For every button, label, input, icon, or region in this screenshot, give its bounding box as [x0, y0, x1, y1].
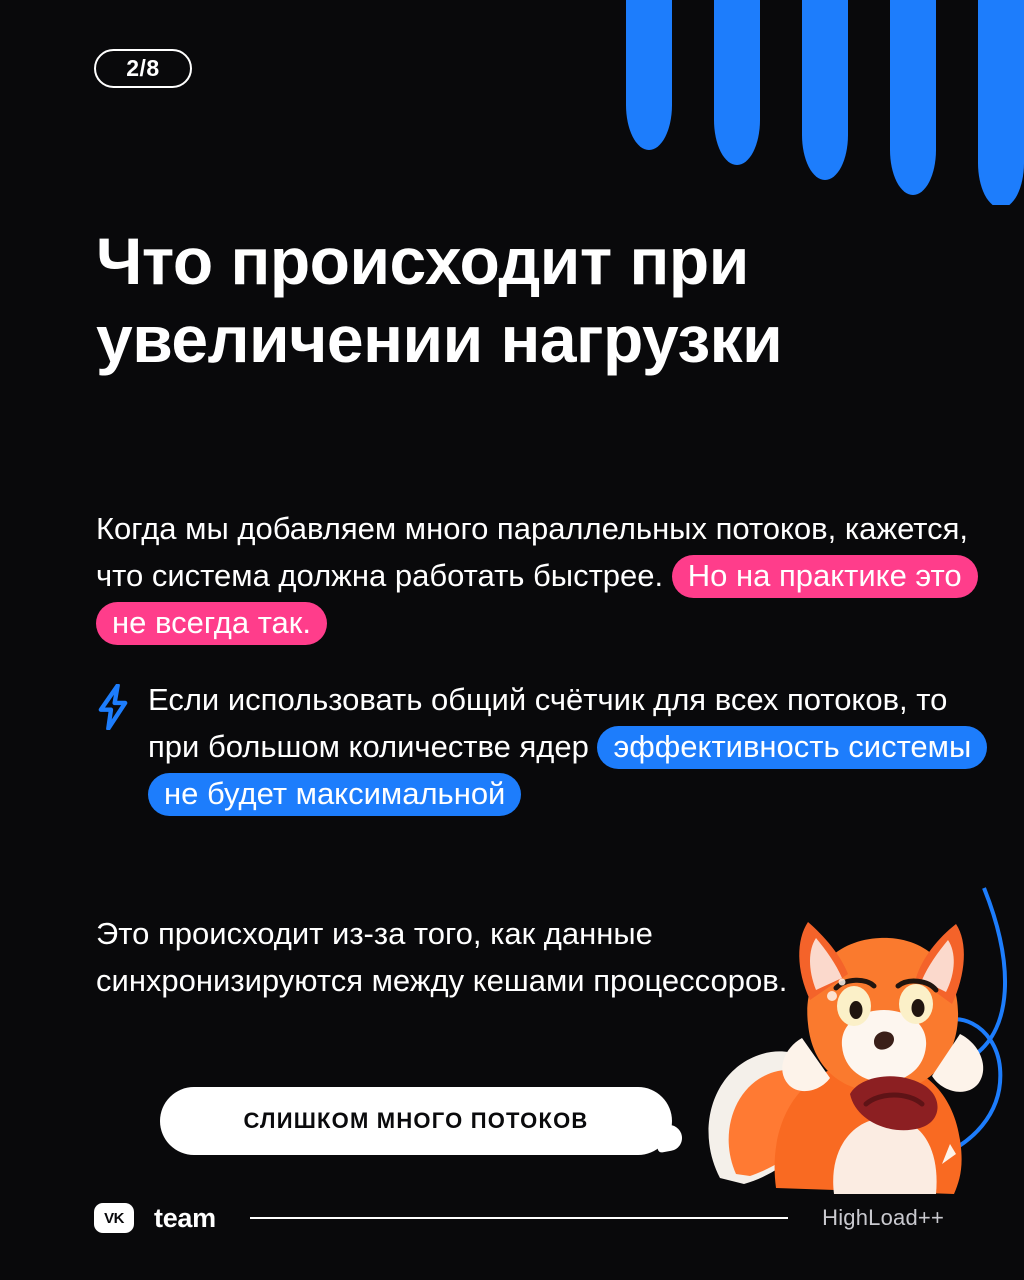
explanation-paragraph: Это происходит из-за того, как данные синхронизируются между кешами процессоров. [96, 916, 788, 998]
stripe-1 [626, 0, 672, 150]
page-title: Что происходит при увеличении нагрузки [96, 224, 783, 376]
bullet-block [96, 676, 976, 817]
bullet-paragraph [148, 676, 976, 817]
cta-pill-button[interactable]: СЛИШКОМ МНОГО ПОТОКОВ [160, 1087, 672, 1155]
vk-logo-icon: VK [94, 1203, 134, 1233]
intro-paragraph [96, 505, 976, 646]
footer-bar [94, 1198, 944, 1238]
footer-divider [250, 1217, 788, 1219]
vk-team-label: team [154, 1202, 216, 1233]
intro-paragraph-lead: Когда мы добавляем много параллельных потоков, кажется, что система должна работать быстрее. [96, 511, 969, 593]
footer-brand-label: HighLoad++ [822, 1205, 944, 1230]
pink-highlight: Но на практике это не всегда так. [96, 555, 978, 645]
page-counter-badge: 2/8 [94, 49, 192, 88]
bullet-text-lead: Если использовать общий счётчик для всех потоков, то при большом количестве ядер [148, 682, 948, 764]
decorative-stripes [604, 0, 1024, 205]
stripe-4 [890, 0, 936, 195]
stripe-5 [978, 0, 1024, 205]
stripe-2 [714, 0, 760, 165]
lightning-bolt-icon [96, 684, 130, 817]
stripe-3 [802, 0, 848, 180]
blue-highlight: эффективность системы не будет максимальной [148, 726, 987, 816]
